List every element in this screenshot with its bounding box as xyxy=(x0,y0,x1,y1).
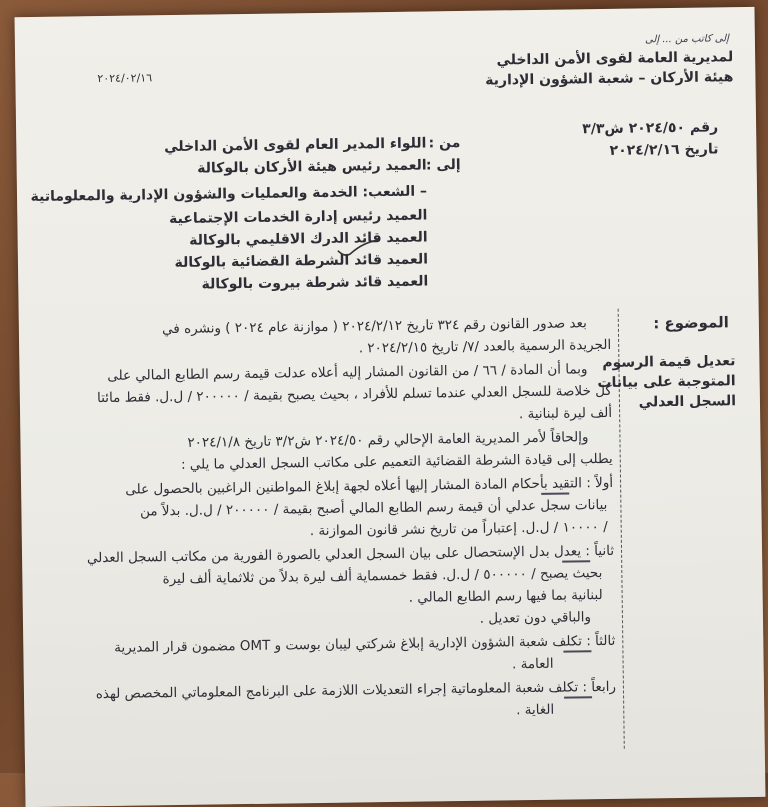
subject-line-3: السجل العدلي xyxy=(638,393,737,411)
subject-line-2: المتوجبة على بيانات xyxy=(597,373,736,392)
recipient-2: – الشعب: الخدمة والعمليات والشؤون الإدارية والمعلوماتية xyxy=(30,183,428,205)
body-line: أولاً : التقيد بأحكام المادة المشار إليها أعلاه لجهة إبلاغ المواطنين الراغبين بالحصول على xyxy=(125,474,614,498)
from-value: اللواء المدير العام لقوى الأمن الداخلي xyxy=(164,135,427,156)
body-line: يطلب إلى قيادة الشرطة القضائية التعميم على مكاتب السجل العدلي ما يلي : xyxy=(180,450,613,473)
subject-line-1: تعديل قيمة الرسوم xyxy=(602,353,736,372)
check-mark-icon xyxy=(336,238,380,261)
body-line: بحيث يصبح / ٥٠٠٠٠٠ / ل.ل. فقط خمسماية ألف ليرة بدلاً من ثلاثماية ألف ليرة xyxy=(162,565,603,588)
body-line: كل خلاصة للسجل العدلي عندما تسلم للأفراد ، بحيث يصبح بقيمة / ٢٠٠٠٠٠ / ل.ل. فقط مائتا xyxy=(96,382,612,407)
body-line: الغاية . xyxy=(516,701,555,719)
body-line: والباقي دون تعديل . xyxy=(479,609,592,627)
body-line: لبنانية بما فيها رسم الطابع المالي . xyxy=(408,587,603,606)
underline-mark xyxy=(541,493,569,495)
document-page xyxy=(15,7,766,807)
recipient-6: العميد قائد شرطة بيروت بالوكالة xyxy=(201,273,429,293)
body-line: بعد صدور القانون رقم ٣٢٤ تاريخ ٢٠٢٤/٢/١٢ ( موازنة عام ٢٠٢٤ ) ونشره في xyxy=(162,315,587,338)
org-line-2: هيئة الأركان – شعبة الشؤون الإدارية xyxy=(485,69,734,89)
to-label: إلى : xyxy=(425,156,461,174)
subject-label: الموضوع : xyxy=(653,313,729,333)
body-line: الجريدة الرسمية بالعدد /٧/ تاريخ ٢٠٢٤/٢/١٥ . xyxy=(358,336,612,357)
body-line: وإلحاقاً لأمر المديرية العامة الإحالي رقم ٢٠٢٤/٥٠ ش٣/٢ تاريخ ٢٠٢٤/١/٨ xyxy=(187,429,589,451)
recipient-1: العميد رئيس هيئة الأركان بالوكالة xyxy=(197,157,427,177)
body-line: بيانات سجل عدلي أن قيمة رسم الطابع المالي أصبح بقيمة / ٢٠٠٠٠٠ / ل.ل. بدلاً من xyxy=(139,496,608,520)
recipient-3: العميد رئيس إدارة الخدمات الإجتماعية xyxy=(169,207,428,228)
body-line: رابعاً : تكلف شعبة المعلوماتية إجراء التعديلات اللازمة على البرنامج المعلوماتي المخصص لهذه xyxy=(95,678,617,703)
from-label: من : xyxy=(428,134,461,152)
underline-mark xyxy=(563,650,591,652)
underline-mark xyxy=(564,696,592,698)
body-line: / ١٠٠٠٠ / ل.ل. إعتباراً من تاريخ نشر قانون الموازنة . xyxy=(309,518,608,540)
reference-number: رقم ٢٠٢٤/٥٠ ش٣/٣ xyxy=(582,119,719,138)
recipient-5: العميد قائد الشرطة القضائية بالوكالة xyxy=(174,251,429,271)
recipient-4: العميد قائد الدرك الاقليمي بالوكالة xyxy=(189,229,428,249)
reference-date: تاريخ ٢٠٢٤/٢/١٦ xyxy=(609,141,719,159)
date-stamp: ٢٠٢٤/٠٢/١٦ xyxy=(97,71,153,86)
body-line: ألف ليرة لبنانية . xyxy=(518,404,613,423)
body-line: ثالثاً : تكلف شعبة الشؤون الإدارية إبلاغ شركتي ليبان بوست و OMT مضمون قرار المديرية xyxy=(114,632,616,656)
body-line: وبما أن المادة / ٦٦ / من القانون المشار إليه أعلاه عدلت قيمة رسم الطابع المالي على xyxy=(107,361,588,384)
body-line: العامة . xyxy=(511,655,554,673)
underline-mark xyxy=(562,560,590,562)
top-handwritten-note: إلى كاتب من ... إلى xyxy=(644,33,729,46)
org-line-1: لمديرية العامة لقوى الأمن الداخلي xyxy=(496,49,734,69)
body-line: ثانياً : يعدل بدل الإستحصال على بيان السجل العدلي بالصورة الفورية من مكاتب السجل العدلي xyxy=(86,542,615,567)
